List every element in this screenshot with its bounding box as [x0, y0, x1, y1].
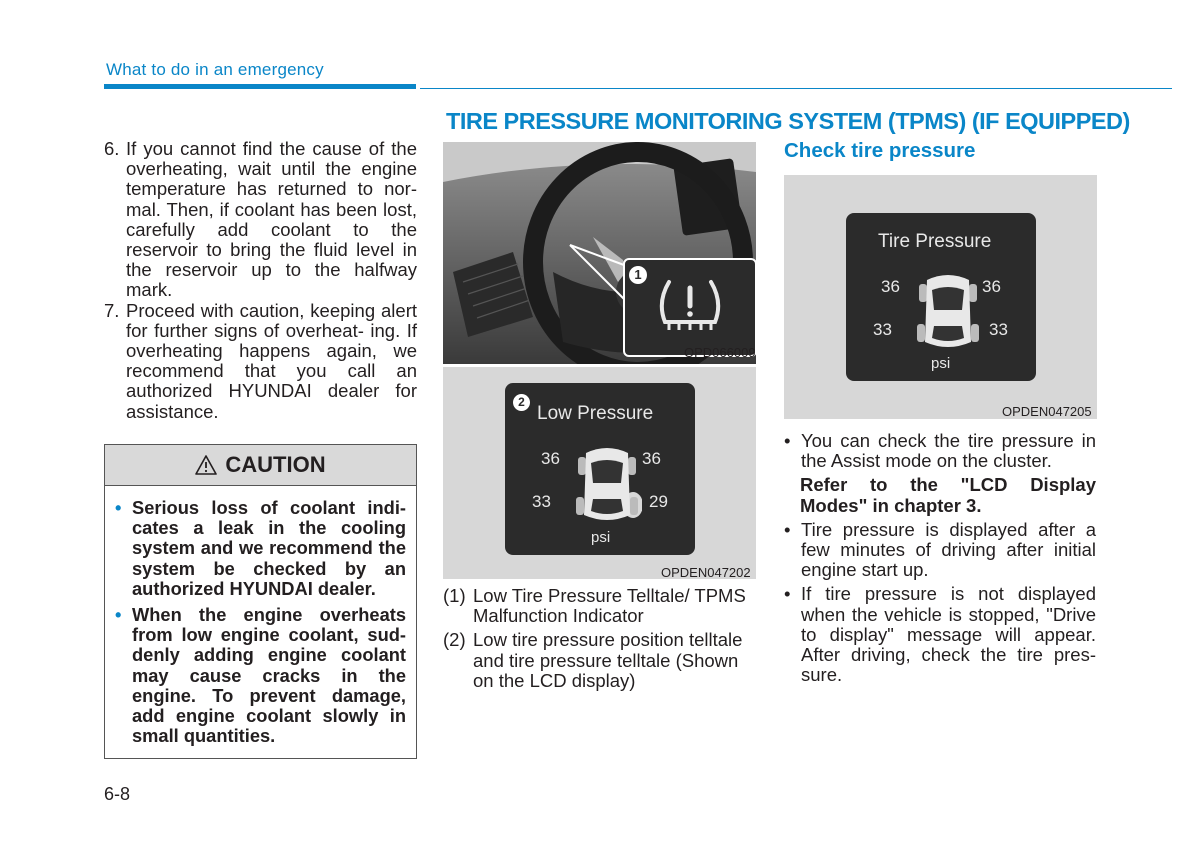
step-text: If you cannot find the cause of the overheating, wait until the engine temperature has returned to nor- mal. Then, if coolant has been lost, carefully add coolant to the reservoir to bring the fluid level in the reservoir up to the halfway mark.: [126, 138, 417, 301]
rear-left-pressure: 33: [532, 492, 551, 511]
tpms-warning-icon: [655, 274, 725, 342]
note-item: [784, 431, 1096, 471]
step-text: Proceed with caution, keeping alert for further signs of overheat- ing. If overheating happens again, we recommend that you call an authorized HYUNDAI dealer for assistance.: [126, 299, 417, 422]
chapter-reference: Refer to the "LCD Display Modes" in chapter 3.: [800, 474, 1096, 516]
rear-left-pressure: 33: [873, 320, 892, 339]
caution-body: [105, 486, 416, 746]
tpms-telltale-callout: [623, 258, 757, 357]
caution-item: [115, 605, 406, 746]
caution-header: [105, 445, 416, 486]
rear-right-pressure: 33: [989, 320, 1008, 339]
caution-item-text: When the engine overheats from low engine coolant, sud- denly adding engine coolant may cause cracks in the engine. To prevent damage, add engine coolant slowly in small quantities.: [132, 604, 406, 747]
front-left-pressure: 36: [881, 277, 900, 296]
rear-right-pressure: 29: [649, 492, 668, 511]
legend-text: Low Tire Pressure Telltale/ TPMS Malfunction Indicator: [473, 585, 746, 627]
car-top-view-icon: [572, 441, 642, 529]
tire-pressure-screen: [846, 213, 1036, 381]
note-text: If tire pressure is not displayed when the vehicle is stopped, "Drive to display" message will appear. After driving, check the tire pres- sure.: [801, 583, 1096, 686]
section-title: What to do in an emergency: [106, 60, 324, 79]
subheading: Check tire pressure: [784, 139, 976, 162]
screen-title: Low Pressure: [537, 403, 654, 424]
car-top-view-icon: [913, 268, 983, 356]
note-item: [784, 520, 1096, 581]
legend-item: [443, 586, 763, 626]
bullet-icon: •: [784, 430, 791, 451]
page-number: 6-8: [104, 784, 131, 804]
step-number: 6.: [104, 138, 120, 159]
note-item: [784, 584, 1096, 685]
legend-number: (1): [443, 585, 466, 606]
pressure-unit: psi: [591, 529, 611, 546]
warning-triangle-icon: [195, 455, 217, 475]
step-6: [104, 139, 417, 301]
overheating-steps: [104, 139, 417, 422]
tire-pressure-figure: [784, 175, 1097, 419]
low-pressure-figure: [443, 367, 756, 579]
page-title: TIRE PRESSURE MONITORING SYSTEM (TPMS) (IF EQUIPPED): [446, 108, 1130, 134]
note-text: You can check the tire pressure in the Assist mode on the cluster.: [801, 430, 1096, 472]
legend-item: [443, 630, 763, 691]
step-number: 7.: [104, 299, 120, 321]
bullet-icon: •: [115, 604, 122, 626]
header-rule-thin: [420, 88, 1172, 89]
note-text: Tire pressure is displayed after a few minutes of driving after initial engine start up.: [801, 518, 1096, 581]
caution-box: [104, 444, 417, 759]
bullet-icon: •: [115, 497, 122, 518]
legend-text: Low tire pressure position telltale and tire pressure telltale (Shown on the LCD display): [473, 629, 743, 691]
low-pressure-screen: [505, 383, 695, 555]
legend-number: (2): [443, 629, 466, 651]
callout-number: 2: [513, 394, 530, 411]
screen-title: Tire Pressure: [878, 231, 992, 252]
front-right-pressure: 36: [982, 277, 1001, 296]
callout-number: 1: [629, 266, 647, 284]
tire-pressure-notes: [784, 431, 1096, 689]
bullet-icon: •: [784, 583, 791, 605]
caution-item: [115, 498, 406, 599]
header-rule-thick: [104, 84, 416, 89]
front-left-pressure: 36: [541, 449, 560, 468]
front-right-pressure: 36: [642, 449, 661, 468]
display-caption: OPDEN047205: [1002, 404, 1092, 419]
pressure-unit: psi: [931, 355, 951, 372]
bullet-icon: •: [784, 518, 791, 540]
caution-item-text: Serious loss of coolant indi- cates a leak in the cooling system and we recommend the system be checked by an authorized HYUNDAI dealer.: [132, 497, 406, 599]
step-7: [104, 301, 417, 422]
caution-title: CAUTION: [225, 452, 326, 477]
callout-leader-lines: [560, 235, 630, 305]
legend: [443, 586, 763, 695]
display-caption: OPDEN047202: [661, 565, 751, 580]
photo-caption: OPD066009: [684, 345, 756, 360]
